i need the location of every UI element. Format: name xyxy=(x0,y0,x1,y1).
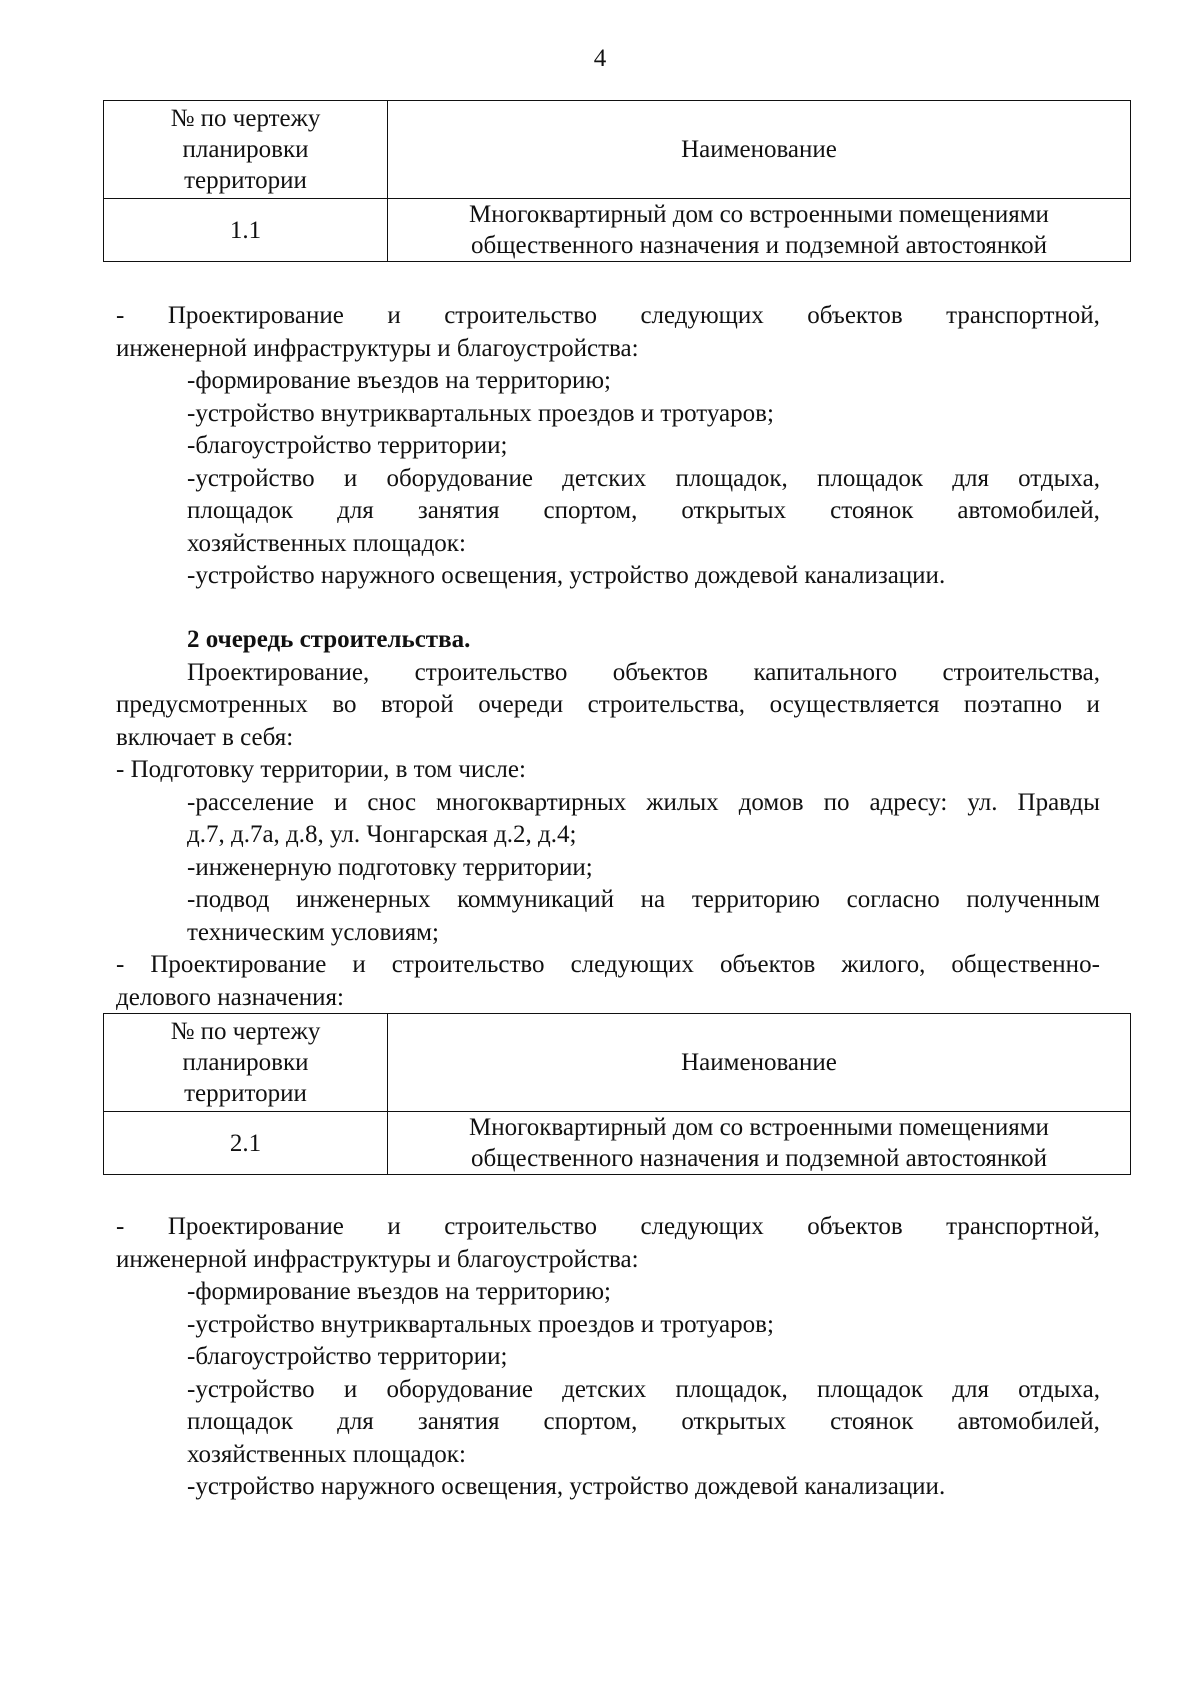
word: -подвод xyxy=(187,886,270,913)
word: следующих xyxy=(640,1213,764,1240)
word: оборудование xyxy=(386,464,533,492)
intro-line xyxy=(116,300,1100,333)
intro-line xyxy=(116,1211,1100,1244)
word: и xyxy=(387,1213,401,1240)
list-item: -устройство внутриквартальных проездов и тротуаров; xyxy=(187,399,774,427)
word: и xyxy=(343,1375,358,1403)
paragraph-line xyxy=(116,689,1100,722)
list-item: -устройство внутриквартальных проездов и тротуаров; xyxy=(187,1310,774,1338)
header-number-line: № по чертежу xyxy=(170,1018,321,1045)
word: площадок, xyxy=(675,464,788,492)
word: транспортной, xyxy=(946,1213,1100,1240)
word: отдыха, xyxy=(1018,1375,1100,1403)
list-item: -формирование въездов на территорию; xyxy=(187,367,611,394)
table-row xyxy=(104,1112,1131,1175)
infrastructure-section-1 xyxy=(116,300,1100,593)
list-item: -инженерную подготовку территории; xyxy=(187,853,593,881)
word: многоквартирных xyxy=(436,788,627,816)
word: капитального xyxy=(753,658,898,686)
word: - xyxy=(116,302,125,329)
word: строительство xyxy=(444,302,597,329)
word: детских xyxy=(562,1375,647,1403)
word: площадок, xyxy=(675,1375,788,1403)
word: снос xyxy=(367,788,417,816)
word: следующих xyxy=(640,302,764,329)
intro-line: инженерной инфраструктуры и благоустройства: xyxy=(116,334,639,362)
list-item-continuation: д.7, д.7а, д.8, ул. Чонгарская д.2, д.4; xyxy=(187,821,577,848)
word: очереди xyxy=(478,691,564,718)
word: и xyxy=(387,302,401,329)
word: для xyxy=(337,497,374,524)
word: предусмотренных xyxy=(116,691,308,718)
header-number-cell xyxy=(104,1014,388,1112)
word: для xyxy=(952,464,989,492)
word: во xyxy=(332,691,357,718)
word: адресу: xyxy=(869,788,948,816)
word: площадок xyxy=(816,464,924,492)
word: строительство xyxy=(391,951,545,978)
row-name-line: Многоквартирный дом со встроенными помещениями xyxy=(469,201,1049,228)
word: для xyxy=(952,1375,989,1403)
word: объектов xyxy=(719,951,816,978)
list-item xyxy=(116,463,1100,496)
word: строительство xyxy=(414,658,568,686)
word: домов xyxy=(738,788,804,816)
word: согласно xyxy=(846,886,940,913)
word: и xyxy=(352,951,366,978)
list-item xyxy=(116,884,1100,917)
paragraph-line: включает в себя: xyxy=(116,723,294,751)
header-number-line: планировки xyxy=(182,1049,309,1076)
list-item: -благоустройство территории; xyxy=(187,1343,508,1370)
word: -устройство xyxy=(187,464,315,492)
word: площадок xyxy=(187,1408,294,1435)
word: Проектирование, xyxy=(187,658,370,686)
word: площадок xyxy=(816,1375,924,1403)
word: Проектирование xyxy=(167,1213,344,1240)
word: - xyxy=(116,951,125,978)
word: для xyxy=(337,1408,374,1435)
word: автомобилей, xyxy=(957,497,1100,524)
list-item: -благоустройство территории; xyxy=(187,432,508,459)
word: на xyxy=(640,886,666,913)
subsection-title: - Подготовку территории, в том числе: xyxy=(116,756,526,783)
header-number-line: территории xyxy=(184,1080,307,1107)
infrastructure-section-2 xyxy=(116,1211,1100,1504)
table-row xyxy=(104,199,1131,262)
list-item-continuation xyxy=(116,495,1100,528)
word: строительство xyxy=(444,1213,597,1240)
header-number-line: планировки xyxy=(182,136,309,163)
row-name-line: общественного назначения и подземной автостоянкой xyxy=(470,232,1048,259)
second-stage-section xyxy=(116,624,1100,1014)
list-item-continuation: хозяйственных площадок: xyxy=(187,1440,466,1468)
word: транспортной, xyxy=(946,302,1100,329)
word: занятия xyxy=(417,497,500,524)
word: занятия xyxy=(417,1408,500,1435)
word: инженерных xyxy=(296,886,431,913)
word: отдыха, xyxy=(1018,464,1100,492)
word: и xyxy=(1086,691,1100,718)
word: общественно- xyxy=(951,951,1100,978)
word: территорию xyxy=(691,886,820,913)
row-name-cell xyxy=(388,1112,1131,1175)
word: и xyxy=(343,464,358,492)
list-item-continuation: хозяйственных площадок: xyxy=(187,529,466,557)
word: спортом, xyxy=(543,497,638,524)
word: Проектирование xyxy=(150,951,327,978)
row-name-cell xyxy=(388,199,1131,262)
list-item xyxy=(116,787,1100,820)
header-name-cell: Наименование xyxy=(388,101,1131,199)
word: Проектирование xyxy=(167,302,344,329)
word: -устройство xyxy=(187,1375,315,1403)
list-item: -устройство наружного освещения, устройство дождевой канализации. xyxy=(187,562,946,589)
word: спортом, xyxy=(543,1408,638,1435)
word: поэтапно xyxy=(963,691,1063,718)
word: открытых xyxy=(681,497,787,524)
word: строительства, xyxy=(587,691,746,718)
header-number-line: № по чертежу xyxy=(170,105,321,132)
row-number-cell: 2.1 xyxy=(104,1112,388,1175)
paragraph-line xyxy=(116,657,1100,690)
header-name-cell: Наименование xyxy=(388,1014,1131,1112)
page-number: 4 xyxy=(593,45,607,72)
word: жилых xyxy=(646,788,719,816)
objects-table-2 xyxy=(103,1013,1131,1175)
word: объектов xyxy=(612,658,709,686)
list-item: -формирование въездов на территорию; xyxy=(187,1278,611,1305)
word: объектов xyxy=(807,1213,903,1240)
word: автомобилей, xyxy=(957,1408,1100,1435)
word: стоянок xyxy=(830,497,914,524)
row-number-cell: 1.1 xyxy=(104,199,388,262)
word: объектов xyxy=(807,302,903,329)
table-header-row xyxy=(104,101,1131,199)
list-item-continuation xyxy=(116,1406,1100,1439)
word: площадок xyxy=(187,497,294,524)
word: следующих xyxy=(570,951,694,978)
word: -расселение xyxy=(187,788,314,816)
list-item-continuation: техническим условиям; xyxy=(187,918,439,946)
word: ул. xyxy=(967,788,998,816)
word: по xyxy=(823,788,850,816)
paragraph-line xyxy=(116,949,1100,982)
word: жилого, xyxy=(841,951,926,978)
word: осуществляется xyxy=(769,691,940,718)
list-item xyxy=(116,1374,1100,1407)
header-number-cell xyxy=(104,101,388,199)
word: и xyxy=(333,788,348,816)
row-name-line: Многоквартирный дом со встроенными помещениями xyxy=(469,1114,1049,1141)
section-heading: 2 очередь строительства. xyxy=(187,626,471,653)
list-item: -устройство наружного освещения, устройство дождевой канализации. xyxy=(187,1473,946,1500)
word: Правды xyxy=(1017,788,1100,816)
word: оборудование xyxy=(386,1375,533,1403)
word: второй xyxy=(381,691,454,718)
row-name-line: общественного назначения и подземной автостоянкой xyxy=(470,1145,1048,1172)
intro-line: инженерной инфраструктуры и благоустройства: xyxy=(116,1245,639,1273)
paragraph-line: делового назначения: xyxy=(116,983,345,1011)
table-header-row xyxy=(104,1014,1131,1112)
header-number-line: территории xyxy=(184,167,307,194)
objects-table-1 xyxy=(103,100,1131,262)
word: коммуникаций xyxy=(457,886,614,913)
word: полученным xyxy=(966,886,1100,913)
word: - xyxy=(116,1213,125,1240)
word: строительства, xyxy=(942,658,1100,686)
word: открытых xyxy=(681,1408,787,1435)
word: стоянок xyxy=(830,1408,914,1435)
word: детских xyxy=(562,464,647,492)
